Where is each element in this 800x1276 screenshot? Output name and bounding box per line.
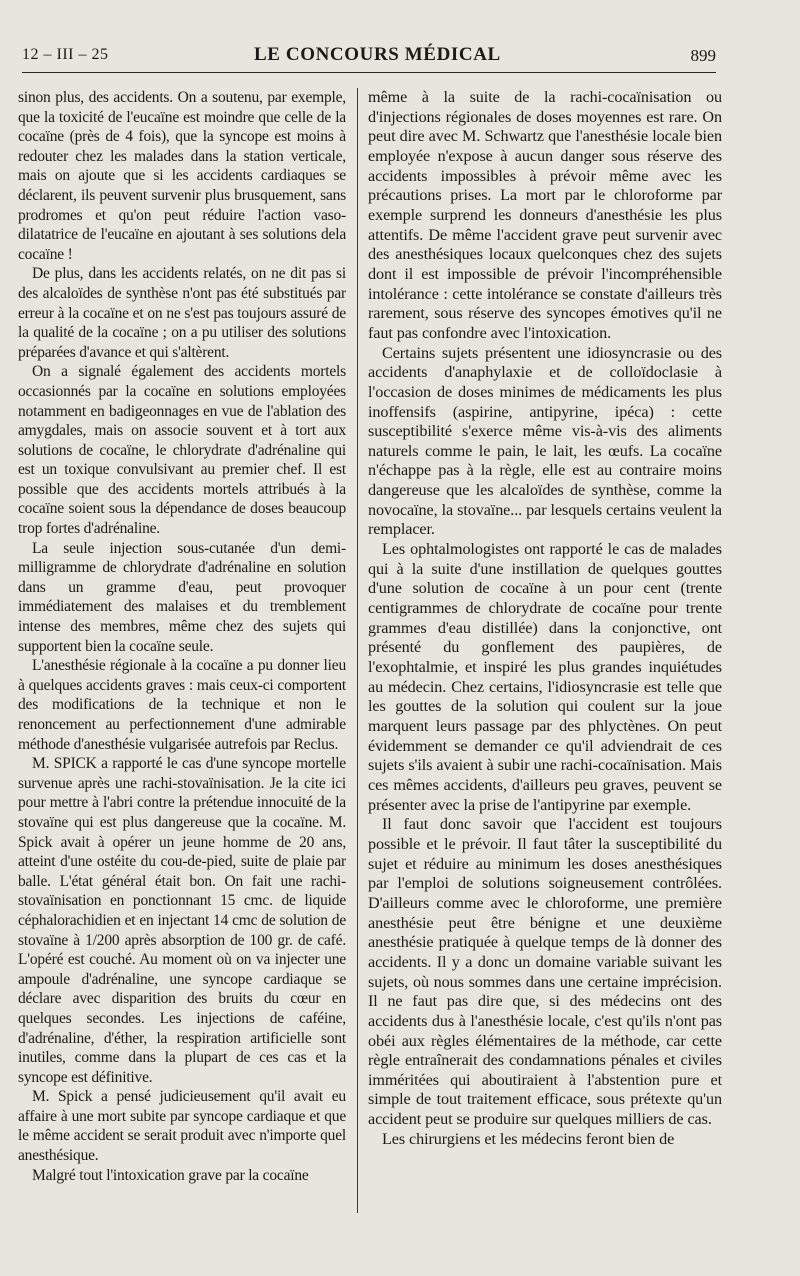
paragraph: Malgré tout l'intoxication grave par la cocaïne — [32, 1166, 309, 1184]
paragraph: sinon plus, des accidents. On a soutenu, par exemple, que la toxicité de l'eucaïne est moindre que celle de la cocaïne (près de 4 fois), que la syncope est moins à redouter chez les malades dans la station verticale, mais on ajoute que si les accidents cardiaques se déclarent, ils peuvent survenir plus brusquement, sans prodromes et qu'on peut réduire l'action vaso-dilatatrice de l'eucaïne en ajoutant à ses solutions dela cocaïne ! — [18, 89, 346, 263]
paragraph: Il faut donc savoir que l'accident est toujours possible et le prévoir. Il faut tâter la susceptibilité du sujet et réduire au minimum les doses anesthésiques par l'emploi de solutions soigneusement contrôlées. D'ailleurs comme avec le chloroforme, une première anesthésie peut être bénigne et une deuxième anesthésie pratiquée à quelque temps de là donner des accidents. Il y a donc un domaine variable suivant les sujets, où nous sommes dans une certaine imprécision. Il ne faut pas dire que, si des médecins ont des accidents dus à l'anesthésie locale, c'est qu'ils n'ont pas obéi aux règles élémentaires de la méthode, car cette règle entraînerait des condamnations pénales et civiles imméritées qui aboutiraient à l'abstention pure et simple de tout traitement efficace, sous prétexte qu'un accident peut se produire sur quelques milliers de cas. — [368, 815, 722, 1129]
paragraph: M. Spick a pensé judicieusement qu'il avait eu affaire à une mort subite par syncope cardiaque et que le même accident se serait produit avec n'importe quel anesthésique. — [18, 1088, 346, 1165]
right-column — [368, 88, 722, 1268]
paragraph: Certains sujets présentent une idiosyncrasie ou des accidents d'anaphylaxie et de colloïdoclasie à l'occasion de doses minimes de médicaments les plus inoffensifs (aspirine, antipyrine, ipéca) : cette susceptibilité s'exerce même vis-à-vis des aliments naturels comme le pain, le lait, les œufs. La cocaïne n'échappe pas à la règle, elle est au contraire moins dangereuse que les alcaloïdes de synthèse, comme la novocaïne, la stovaïne... par lesquels certains veulent la remplacer. — [368, 343, 722, 539]
left-column — [18, 88, 346, 1268]
paragraph: Les ophtalmologistes ont rapporté le cas de malades qui à la suite d'une instillation de quelques gouttes d'une solution de cocaïne à un pour cent (trente centigrammes de chlorydrate de cocaïne pour trente grammes d'eau distillée) dans la conjonctive, ont présenté du gonflement des paupières, de l'exophtalmie, et inspiré les plus grandes inquiétudes au médecin. Chez certains, l'idiosyncrasie est telle que les gouttes de la solution qui coulent sur la joue marquent leurs passage par des phlyctènes. On peut évidemment se demander ce qu'il adviendrait de ces sujets s'ils avaient à subir une rachi-cocaïnisation. Mais ces mêmes accidents, d'ailleurs peu graves, peuvent se présenter avec la prise de l'antipyrine par exemple. — [368, 540, 722, 814]
paragraph: Les chirurgiens et les médecins feront bien de — [382, 1129, 675, 1148]
paragraph: M. SPICK a rapporté le cas d'une syncope mortelle survenue après une rachi-stovaïnisation. Je la cite ici pour mettre à l'abri contre la prétendue innocuité de la stovaïne qui est plus dangereuse que la cocaïne. M. Spick avait à opérer un jeune homme de 20 ans, atteint d'une ostéite du cou-de-pied, suite de plaie par balle. L'état général était bon. On fait une rachi-stovaïnisation en ponctionnant 15 cmc. de liquide céphalorachidien et en injectant 14 cmc de solution de stovaïne à 1/200 après absorption de 100 gr. de café. L'opéré est couché. Au moment où on va injecter une ampoule d'adrénaline, une syncope cardiaque se déclare avec disparition des bruits du cœur en quelques secondes. Les injections de caféine, d'adrénaline, d'éther, la respiration artificielle sont inutiles, comme dans la plupart de ces cas et la syncope est définitive. — [18, 755, 346, 1086]
issue-date: 12 – III – 25 — [22, 46, 109, 63]
paragraph: même à la suite de la rachi-cocaïnisation ou d'injections régionales de doses moyennes est rare. On peut dire avec M. Schwartz que l'anesthésie locale bien employée n'expose à aucun danger sous réserve des accidents impossibles à prévoir même avec les précautions prises. La mort par le chloroforme par exemple surprend les donneurs d'anesthésie les plus attentifs. De même l'accident grave peut survenir avec des anesthésiques locaux quelconques chez des sujets dont il est impossible de prévoir l'incompréhensible intolérance : cette intolérance se constate d'ailleurs très rarement, sous réserve des syncopes émotives qu'il ne faut pas confondre avec l'intoxication. — [368, 88, 722, 342]
header-rule — [22, 72, 716, 73]
paragraph: La seule injection sous-cutanée d'un demi-milligramme de chlorydrate d'adrénaline en solution dans un gramme d'eau, peut provoquer immédiatement des malaises et du tremblement intense des membres, même chez des sujets qui supportent bien la cocaïne seule. — [18, 539, 346, 655]
page-number: 899 — [690, 46, 716, 65]
column-divider — [357, 88, 358, 1213]
paragraph: De plus, dans les accidents relatés, on ne dit pas si des alcaloïdes de synthèse n'ont pas été substitués par erreur à la cocaïne et on ne s'est pas toujours assuré de la qualité de la cocaïne ; on a pu utiliser des solutions préparées d'avance et qui s'altèrent. — [18, 265, 346, 361]
journal-title: LE CONCOURS MÉDICAL — [254, 44, 501, 65]
paragraph: On a signalé également des accidents mortels occasionnés par la cocaïne en solutions employées notamment en badigeonnages en vue de l'ablation des amygdales, mais on associe souvent et à tort aux solutions de cocaïne, le chlorydrate d'adrénaline qui est un toxique convulsivant au premier chef. Il est possible que des accidents mortels attribués à la cocaïne soient sous la dépendance de doses beaucoup trop fortes d'adrénaline. — [18, 363, 346, 538]
running-header — [22, 44, 716, 70]
paragraph: L'anesthésie régionale à la cocaïne a pu donner lieu à quelques accidents graves : mais ceux-ci comportent des modifications de la technique et non le renoncement au perfectionnement d'une admirable méthode d'anesthésie vulgarisée autrefois par Reclus. — [18, 657, 346, 753]
